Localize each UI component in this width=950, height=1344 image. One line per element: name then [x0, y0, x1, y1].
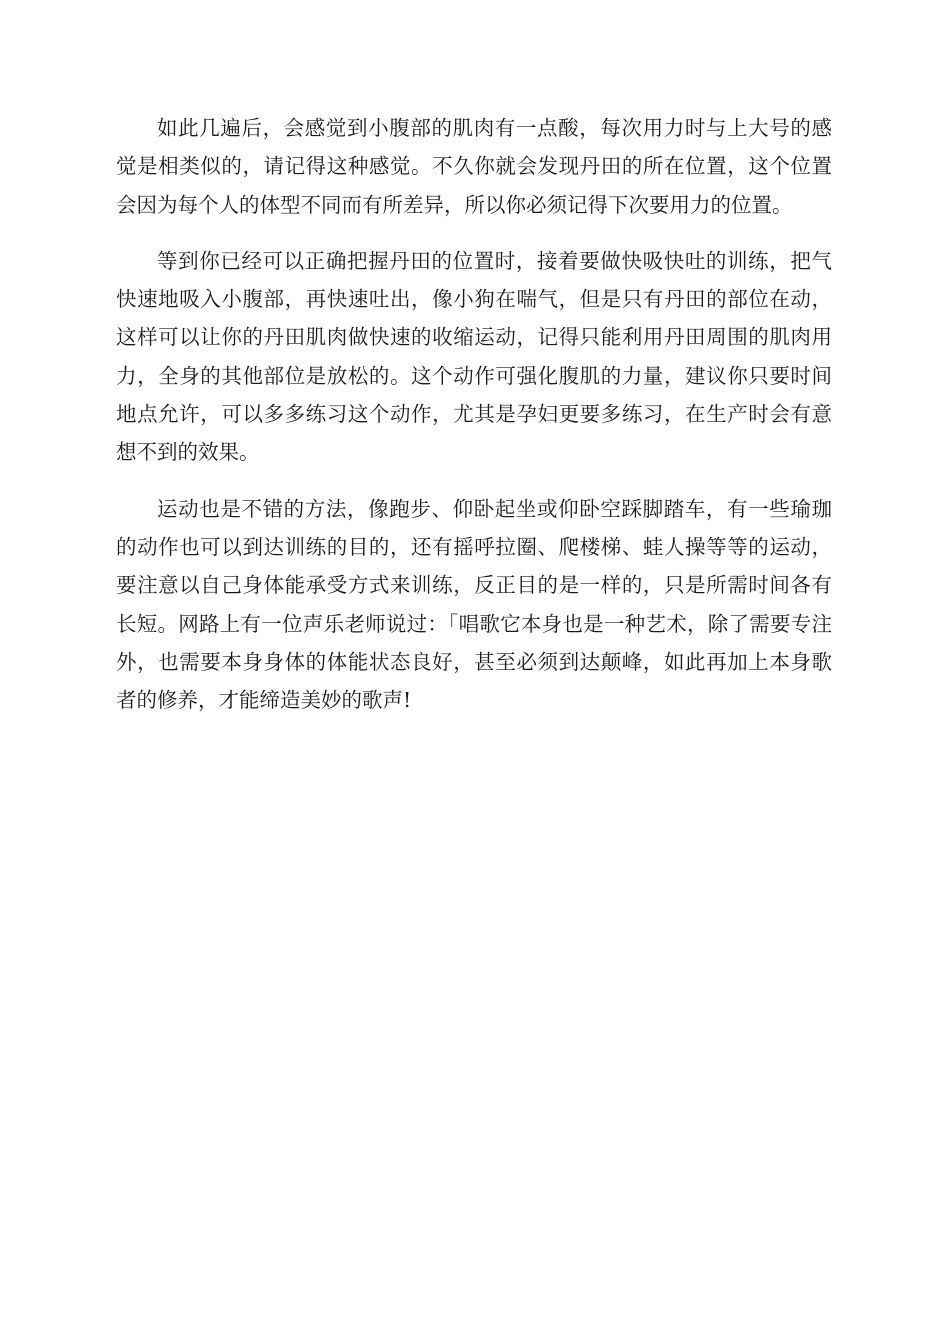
- paragraph-1: 如此几遍后，会感觉到小腹部的肌肉有一点酸，每次用力时与上大号的感觉是相类似的，请记得这种感觉。不久你就会发现丹田的所在位置，这个位置会因为每个人的体型不同而有所差异，所以你必须记得下次要用力的位置。: [116, 116, 832, 217]
- paragraph-3: 运动也是不错的方法，像跑步、仰卧起坐或仰卧空踩脚踏车，有一些瑜珈的动作也可以到达训练的目的，还有摇呼拉圈、爬楼梯、蛙人操等等的运动，要注意以自己身体能承受方式来训练，反正目的是一样的，只是所需时间各有长短。网路上有一位声乐老师说过：「唱歌它本身也是一种艺术，除了需要专注外，也需要本身身体的体能状态良好，甚至必须到达颠峰，如此再加上本身歌者的修养，才能缔造美妙的歌声!: [116, 496, 832, 713]
- document-page: [116, 109, 832, 737]
- paragraph-2: 等到你已经可以正确把握丹田的位置时，接着要做快吸快吐的训练，把气快速地吸入小腹部，再快速吐出，像小狗在喘气，但是只有丹田的部位在动，这样可以让你的丹田肌肉做快速的收缩运动，记得只能利用丹田周围的肌肉用力，全身的其他部位是放松的。这个动作可强化腹肌的力量，建议你只要时间地点允许，可以多多练习这个动作，尤其是孕妇更要多练习，在生产时会有意想不到的效果。: [116, 248, 832, 465]
